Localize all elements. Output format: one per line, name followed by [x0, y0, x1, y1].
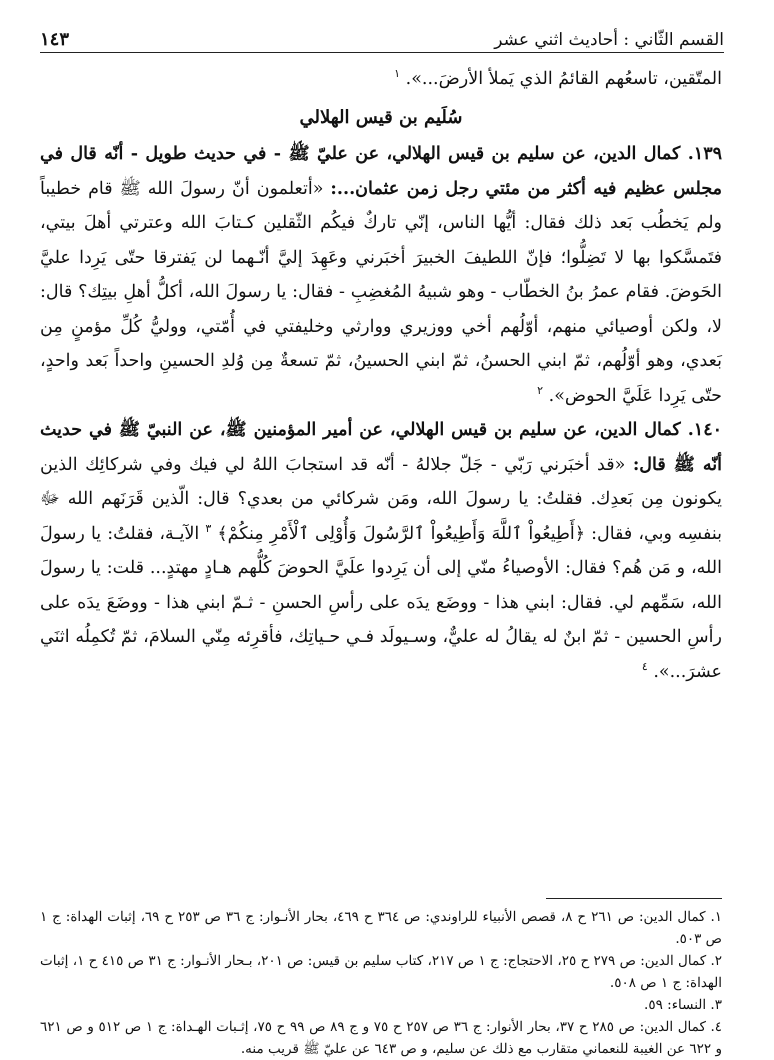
page-header [40, 16, 724, 52]
footnote-ref-3: ٣ [205, 521, 212, 535]
footnote-rule [546, 898, 722, 899]
hadith-139 [40, 137, 722, 413]
hadith-140-text-a: «قد أخبَرني رَبّي - جَلّ جلالهُ - أنّه قد استجابَ اللهُ لي فيك وفي شركائِك الذين يكونون مِن بَعدِك. فقلتُ: يا رسولَ الله، ومَن شركائي من بعدي؟ قال: الّذين قَرَنَهم الله ﷻ بنفسِه وبي، فقال: ﴿أَطِيعُواْ ٱللَّهَ وَأَطِيعُواْ ٱلرَّسُولَ وَأُوْلِى ٱلْأَمْرِ مِنكُمْ﴾ [40, 454, 722, 544]
section-title: سُلَيم بن قيس الهلالي [299, 106, 463, 128]
footnote-ref-2: ٢ [537, 383, 544, 397]
hadith-140-text-b: الآيـة، فقلتُ: يا رسولَ الله، و مَن هُم؟ فقال: الأوصياءُ منّي إلى أن يَرِدوا علَيَّ الحوضَ كُلُّهم هـادٍ مهتدٍ... قلت: يا رسولَ الله، سَمِّهم لي. فقال: ابني هذا - ووضَع يدَه على رأسِ الحسنِ - ثـمّ ابني هذا - ووضَعَ يدَه على رأسِ الحسين - ثمّ ابنٌ له يقالُ له عليٌّ، وسـيولَد فـي حـياتِك، فأقرِئه مِنّي السلامَ، ثمّ تُكمِلُه اثنَي عشرَ...». [40, 523, 722, 682]
main-text [40, 62, 722, 689]
footnote-ref-4: ٤ [641, 659, 648, 673]
footnote-3: ٣. النساء: ٥٩. [644, 997, 722, 1013]
hadith-139-lead: ١٣٩. كمال الدين، عن سليم بن قيس الهلالي، عن عليّ ﷺ - في حديث طويل - أنّه قال في مجلس عظيم فيه أكثر من مئتي رجل زمن عثمان...: [40, 144, 722, 199]
footnote-2: ٢. كمال الدين: ص ٢٧٩ ح ٢٥، الاحتجاج: ج ١ ص ٢١٧، كتاب سليم بن قيس: ص ٢٠١، بـحار الأنـوار: ج ٣١ ص ٤١٥ ح ١، إثبات الهداة: ج ١ ص ٥٠٨. [40, 953, 723, 991]
running-title: القسم الثّاني : أحاديث اثني عشر [494, 30, 724, 50]
header-rule [40, 52, 724, 53]
hadith-140 [40, 413, 722, 689]
hadith-140-lead: ١٤٠. كمال الدين، عن سليم بن قيس الهلالي، عن أمير المؤمنين ﷺ، عن النبيّ ﷺ في حديث أنّه ﷺ قال: [40, 420, 722, 475]
hadith-139-text: «أتعلمون أنّ رسولَ الله ﷺ قام خطيباً ولم يَخطُب بَعد ذلك فقال: أيُّها الناس، إنّي تاركٌ فيكُم الثّقلين كـتابَ الله وعترتي أهلَ بيتي، فتَمسَّكوا بها لا تَضِلُّوا؛ فإنّ اللطيفَ الخبيرَ أخبَرني وعَهِدَ إليَّ أنّـهما لن يَفترقا حتّى يَرِدا عليَّ الحَوضَ. فقام عمرُ بنُ الخطّاب - وهو شبيهُ المُغضِبِ - فقال: يا رسولَ الله، أكلُّ أهلِ بيتِك؟ قال: لا، ولكن أوصيائي منهم، أوّلُهم أخي ووزيري ووارثي وخليفتي في أُمّتي، ووليُّ كُلِّ مؤمنٍ مِن بَعدي، وهو أوّلُهم، ثمّ ابني الحسنُ، ثمّ ابني الحسينُ، ثمّ تسعةٌ مِن وُلدِ الحسينِ واحداً بَعد واحدٍ، حتّى يَرِدا عَلَيَّ الحوض». [40, 178, 722, 406]
opening-line: المتّقين، تاسعُهم القائمُ الذي يَملأ الأرضَ...». $^١$ [394, 67, 722, 89]
footnote-1: ١. كمال الدين: ص ٢٦١ ح ٨، قصص الأنبياء للراوندي: ص ٣٦٤ ح ٤٦٩، بحار الأنـوار: ج ٣٦ ص ٢٥٣ ح ٦٩، إثبات الهداة: ج ١ ص ٥٠٣. [40, 909, 723, 947]
footnotes [40, 906, 722, 1060]
footnote-ref-1: ١ [394, 67, 401, 81]
footnote-4: ٤. كمال الدين: ص ٢٨٥ ح ٣٧، بحار الأنوار: ج ٣٦ ص ٢٥٧ ح ٧٥ و ج ٨٩ ص ٩٩ ح ٧٥، إثـبات الهـداة: ج ١ ص ٥١٢ و ص ٦٢١ و ٦٢٢ عن الغيبة للنعماني متقارب مع ذلك عن سليم، و ص ٦٤٣ عن عليّ ﷺ قريب منه. [40, 1019, 723, 1057]
page-number: ١٤٣ [40, 29, 70, 50]
